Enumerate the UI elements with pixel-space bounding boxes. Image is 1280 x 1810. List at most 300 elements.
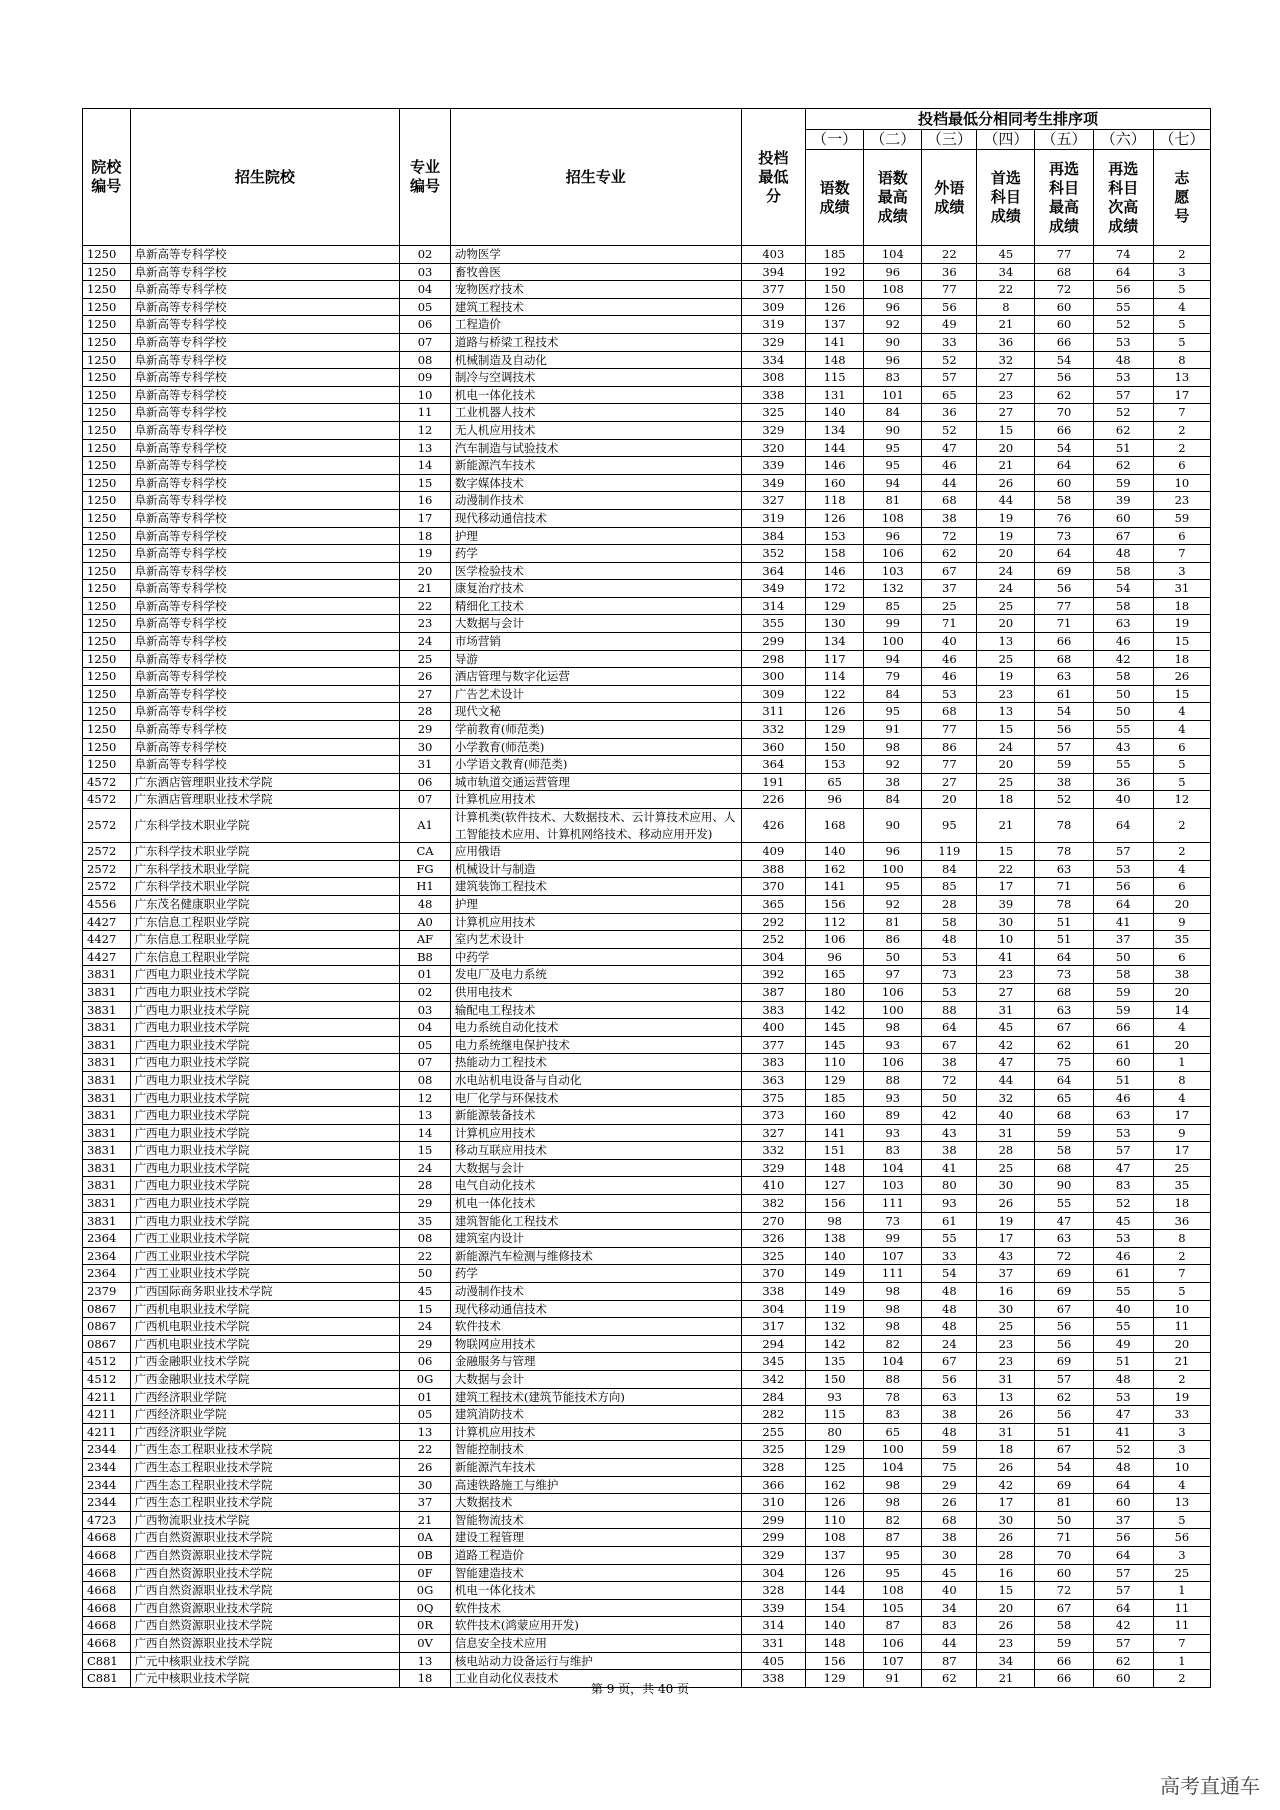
cell-foreign-lang: 67 (922, 562, 977, 580)
cell-school-code: 1250 (83, 580, 131, 598)
cell-major-name: 机电一体化技术 (450, 386, 741, 404)
cell-foreign-lang: 56 (922, 1371, 977, 1389)
cell-school-code: 1250 (83, 668, 131, 686)
cell-chinese-math-max: 103 (864, 562, 922, 580)
cell-second-subject-next: 58 (1093, 597, 1153, 615)
cell-min-score: 329 (741, 1159, 805, 1177)
cell-school-name: 阜新高等专科学校 (130, 351, 400, 369)
cell-first-subject: 13 (977, 703, 1035, 721)
cell-chinese-math: 112 (806, 913, 864, 931)
cell-chinese-math-max: 82 (864, 1335, 922, 1353)
cell-chinese-math-max: 111 (864, 1195, 922, 1213)
cell-foreign-lang: 48 (922, 1300, 977, 1318)
cell-min-score: 299 (741, 1529, 805, 1547)
table-row (83, 1353, 1211, 1371)
cell-second-subject-max: 63 (1035, 1001, 1093, 1019)
ordinal-2: （二） (864, 130, 922, 150)
cell-first-subject: 44 (977, 1071, 1035, 1089)
cell-major-code: 01 (400, 1388, 451, 1406)
cell-major-code: 26 (400, 668, 451, 686)
cell-major-name: 动漫制作技术 (450, 1283, 741, 1301)
cell-second-subject-max: 78 (1035, 809, 1093, 843)
cell-foreign-lang: 46 (922, 457, 977, 475)
cell-choice-number: 11 (1153, 1599, 1210, 1617)
cell-major-name: 电厂化学与环保技术 (450, 1089, 741, 1107)
cell-foreign-lang: 72 (922, 527, 977, 545)
cell-first-subject: 26 (977, 1406, 1035, 1424)
cell-chinese-math: 144 (806, 1582, 864, 1600)
cell-first-subject: 17 (977, 1230, 1035, 1248)
cell-major-code: 22 (400, 1247, 451, 1265)
cell-second-subject-next: 61 (1093, 1265, 1153, 1283)
cell-chinese-math: 168 (806, 809, 864, 843)
cell-second-subject-max: 70 (1035, 1546, 1093, 1564)
cell-second-subject-next: 53 (1093, 1388, 1153, 1406)
cell-school-name: 广西自然资源职业技术学院 (130, 1582, 400, 1600)
cell-second-subject-max: 78 (1035, 843, 1093, 861)
cell-second-subject-next: 55 (1093, 1283, 1153, 1301)
cell-choice-number: 4 (1153, 703, 1210, 721)
cell-second-subject-max: 69 (1035, 1476, 1093, 1494)
table-row (83, 843, 1211, 861)
cell-chinese-math-max: 95 (864, 1546, 922, 1564)
cell-major-code: 14 (400, 457, 451, 475)
cell-major-code: 24 (400, 633, 451, 651)
cell-chinese-math-max: 95 (864, 439, 922, 457)
cell-major-code: 31 (400, 756, 451, 774)
cell-major-code: 0R (400, 1617, 451, 1635)
cell-major-name: 输配电工程技术 (450, 1001, 741, 1019)
cell-chinese-math: 137 (806, 316, 864, 334)
cell-foreign-lang: 46 (922, 650, 977, 668)
cell-major-name: 机电一体化技术 (450, 1195, 741, 1213)
cell-min-score: 338 (741, 1670, 805, 1688)
sub-label-1: 语数 成绩 (806, 150, 864, 246)
cell-foreign-lang: 44 (922, 474, 977, 492)
cell-school-name: 广西经济职业学院 (130, 1423, 400, 1441)
cell-first-subject: 43 (977, 1247, 1035, 1265)
table-row (83, 1441, 1211, 1459)
cell-second-subject-next: 74 (1093, 246, 1153, 264)
cell-school-code: 4668 (83, 1582, 131, 1600)
cell-major-name: 护理 (450, 895, 741, 913)
cell-min-score: 329 (741, 333, 805, 351)
cell-foreign-lang: 33 (922, 333, 977, 351)
cell-major-name: 计算机应用技术 (450, 791, 741, 809)
cell-choice-number: 5 (1153, 773, 1210, 791)
cell-school-code: 2344 (83, 1494, 131, 1512)
table-row (83, 1107, 1211, 1125)
cell-chinese-math-max: 88 (864, 1371, 922, 1389)
cell-choice-number: 4 (1153, 860, 1210, 878)
cell-second-subject-next: 60 (1093, 1494, 1153, 1512)
cell-chinese-math-max: 38 (864, 773, 922, 791)
table-row (83, 1019, 1211, 1037)
cell-second-subject-max: 38 (1035, 773, 1093, 791)
cell-chinese-math: 96 (806, 948, 864, 966)
table-row (83, 1230, 1211, 1248)
cell-chinese-math: 185 (806, 246, 864, 264)
cell-chinese-math: 106 (806, 931, 864, 949)
cell-second-subject-next: 57 (1093, 386, 1153, 404)
cell-chinese-math: 126 (806, 509, 864, 527)
cell-choice-number: 38 (1153, 966, 1210, 984)
cell-major-code: 06 (400, 316, 451, 334)
cell-min-score: 331 (741, 1634, 805, 1652)
cell-second-subject-max: 68 (1035, 983, 1093, 1001)
cell-school-name: 阜新高等专科学校 (130, 509, 400, 527)
cell-chinese-math: 96 (806, 791, 864, 809)
cell-chinese-math: 110 (806, 1511, 864, 1529)
cell-major-code: 02 (400, 246, 451, 264)
cell-chinese-math-max: 108 (864, 509, 922, 527)
cell-chinese-math-max: 103 (864, 1177, 922, 1195)
table-row (83, 756, 1211, 774)
cell-second-subject-max: 71 (1035, 878, 1093, 896)
cell-major-code: 0Q (400, 1599, 451, 1617)
table-row (83, 1265, 1211, 1283)
cell-major-code: 0G (400, 1371, 451, 1389)
cell-foreign-lang: 77 (922, 281, 977, 299)
cell-min-score: 392 (741, 966, 805, 984)
cell-choice-number: 18 (1153, 597, 1210, 615)
cell-chinese-math-max: 106 (864, 1634, 922, 1652)
cell-chinese-math: 118 (806, 492, 864, 510)
cell-choice-number: 2 (1153, 439, 1210, 457)
cell-major-name: 新能源汽车技术 (450, 457, 741, 475)
col-school-name: 招生院校 (130, 109, 400, 246)
cell-second-subject-max: 67 (1035, 1599, 1093, 1617)
cell-choice-number: 14 (1153, 1001, 1210, 1019)
cell-min-score: 352 (741, 545, 805, 563)
cell-foreign-lang: 52 (922, 351, 977, 369)
cell-school-name: 广西工业职业技术学院 (130, 1265, 400, 1283)
table-row (83, 966, 1211, 984)
cell-foreign-lang: 43 (922, 1124, 977, 1142)
cell-second-subject-max: 56 (1035, 721, 1093, 739)
cell-choice-number: 1 (1153, 1652, 1210, 1670)
cell-major-code: A0 (400, 913, 451, 931)
cell-second-subject-max: 56 (1035, 369, 1093, 387)
cell-major-code: 48 (400, 895, 451, 913)
cell-major-code: 22 (400, 1441, 451, 1459)
cell-second-subject-max: 56 (1035, 1318, 1093, 1336)
cell-second-subject-max: 56 (1035, 1335, 1093, 1353)
cell-major-name: 核电站动力设备运行与维护 (450, 1652, 741, 1670)
cell-foreign-lang: 88 (922, 1001, 977, 1019)
cell-foreign-lang: 68 (922, 492, 977, 510)
cell-chinese-math: 148 (806, 351, 864, 369)
cell-chinese-math-max: 104 (864, 1353, 922, 1371)
cell-school-code: 1250 (83, 756, 131, 774)
cell-second-subject-max: 51 (1035, 1423, 1093, 1441)
cell-min-score: 329 (741, 1546, 805, 1564)
cell-min-score: 334 (741, 351, 805, 369)
cell-min-score: 314 (741, 597, 805, 615)
cell-major-name: 软件技术(鸿蒙应用开发) (450, 1617, 741, 1635)
cell-school-code: 1250 (83, 509, 131, 527)
cell-major-code: 13 (400, 1107, 451, 1125)
cell-school-code: 4512 (83, 1371, 131, 1389)
cell-min-score: 226 (741, 791, 805, 809)
cell-school-name: 阜新高等专科学校 (130, 545, 400, 563)
cell-second-subject-next: 40 (1093, 1300, 1153, 1318)
cell-second-subject-next: 46 (1093, 633, 1153, 651)
cell-min-score: 370 (741, 878, 805, 896)
table-row (83, 246, 1211, 264)
cell-min-score: 377 (741, 1036, 805, 1054)
table-row (83, 369, 1211, 387)
cell-min-score: 400 (741, 1019, 805, 1037)
table-row (83, 1599, 1211, 1617)
cell-foreign-lang: 67 (922, 1353, 977, 1371)
cell-min-score: 339 (741, 1599, 805, 1617)
cell-choice-number: 10 (1153, 1458, 1210, 1476)
cell-school-name: 广西生态工程职业技术学院 (130, 1458, 400, 1476)
cell-chinese-math: 160 (806, 1107, 864, 1125)
table-row (83, 1283, 1211, 1301)
cell-min-score: 403 (741, 246, 805, 264)
cell-major-code: FG (400, 860, 451, 878)
cell-school-code: 1250 (83, 597, 131, 615)
cell-second-subject-max: 90 (1035, 1177, 1093, 1195)
cell-min-score: 319 (741, 509, 805, 527)
cell-second-subject-next: 36 (1093, 773, 1153, 791)
cell-school-name: 广西电力职业技术学院 (130, 1107, 400, 1125)
cell-major-code: 11 (400, 404, 451, 422)
cell-major-code: 15 (400, 1300, 451, 1318)
cell-school-name: 广西工业职业技术学院 (130, 1247, 400, 1265)
cell-second-subject-next: 60 (1093, 509, 1153, 527)
cell-school-code: 1250 (83, 281, 131, 299)
cell-min-score: 364 (741, 562, 805, 580)
cell-school-name: 广东信息工程职业学院 (130, 948, 400, 966)
cell-school-name: 广西自然资源职业技术学院 (130, 1599, 400, 1617)
cell-min-score: 317 (741, 1318, 805, 1336)
table-row (83, 1335, 1211, 1353)
cell-chinese-math: 137 (806, 1546, 864, 1564)
cell-choice-number: 25 (1153, 1159, 1210, 1177)
cell-chinese-math: 141 (806, 878, 864, 896)
cell-foreign-lang: 52 (922, 421, 977, 439)
cell-school-name: 广西自然资源职业技术学院 (130, 1529, 400, 1547)
cell-school-code: 1250 (83, 492, 131, 510)
cell-choice-number: 3 (1153, 263, 1210, 281)
cell-chinese-math-max: 107 (864, 1652, 922, 1670)
cell-school-code: 3831 (83, 966, 131, 984)
cell-second-subject-max: 51 (1035, 931, 1093, 949)
cell-major-name: 软件技术 (450, 1318, 741, 1336)
cell-chinese-math-max: 96 (864, 843, 922, 861)
cell-major-name: 供用电技术 (450, 983, 741, 1001)
cell-major-name: 导游 (450, 650, 741, 668)
cell-school-name: 广西机电职业技术学院 (130, 1300, 400, 1318)
cell-min-score: 328 (741, 1582, 805, 1600)
cell-school-code: 0867 (83, 1335, 131, 1353)
cell-school-name: 广西经济职业学院 (130, 1388, 400, 1406)
cell-second-subject-max: 67 (1035, 1300, 1093, 1318)
cell-first-subject: 42 (977, 1476, 1035, 1494)
cell-first-subject: 26 (977, 474, 1035, 492)
cell-school-code: 1250 (83, 615, 131, 633)
cell-chinese-math: 134 (806, 421, 864, 439)
cell-major-code: 02 (400, 983, 451, 1001)
cell-major-code: 12 (400, 421, 451, 439)
cell-major-code: 03 (400, 1001, 451, 1019)
cell-chinese-math-max: 111 (864, 1265, 922, 1283)
cell-choice-number: 7 (1153, 1265, 1210, 1283)
cell-major-name: 学前教育(师范类) (450, 721, 741, 739)
cell-chinese-math-max: 87 (864, 1617, 922, 1635)
cell-foreign-lang: 48 (922, 1283, 977, 1301)
cell-school-code: 1250 (83, 703, 131, 721)
table-row (83, 773, 1211, 791)
cell-school-name: 广东信息工程职业学院 (130, 931, 400, 949)
cell-school-code: 1250 (83, 685, 131, 703)
cell-chinese-math-max: 85 (864, 597, 922, 615)
cell-school-code: 2344 (83, 1476, 131, 1494)
cell-second-subject-max: 62 (1035, 1388, 1093, 1406)
cell-first-subject: 20 (977, 545, 1035, 563)
cell-chinese-math-max: 84 (864, 685, 922, 703)
col-school-code: 院校 编号 (83, 109, 131, 246)
cell-second-subject-max: 54 (1035, 439, 1093, 457)
cell-chinese-math-max: 98 (864, 1019, 922, 1037)
cell-choice-number: 7 (1153, 1634, 1210, 1652)
cell-second-subject-max: 63 (1035, 1230, 1093, 1248)
table-row (83, 1634, 1211, 1652)
cell-first-subject: 15 (977, 843, 1035, 861)
cell-min-score: 299 (741, 1511, 805, 1529)
cell-school-code: 1250 (83, 545, 131, 563)
cell-school-code: 4427 (83, 931, 131, 949)
cell-second-subject-max: 56 (1035, 580, 1093, 598)
cell-school-name: 阜新高等专科学校 (130, 369, 400, 387)
cell-school-code: 4668 (83, 1564, 131, 1582)
cell-second-subject-next: 61 (1093, 1036, 1153, 1054)
cell-school-code: 1250 (83, 457, 131, 475)
cell-first-subject: 17 (977, 1494, 1035, 1512)
cell-chinese-math-max: 100 (864, 860, 922, 878)
table-row (83, 1001, 1211, 1019)
cell-major-code: 18 (400, 527, 451, 545)
cell-min-score: 327 (741, 492, 805, 510)
table-row (83, 457, 1211, 475)
cell-chinese-math-max: 93 (864, 1124, 922, 1142)
cell-first-subject: 22 (977, 860, 1035, 878)
cell-school-name: 广西自然资源职业技术学院 (130, 1546, 400, 1564)
cell-foreign-lang: 67 (922, 1036, 977, 1054)
cell-second-subject-next: 55 (1093, 298, 1153, 316)
cell-second-subject-max: 50 (1035, 1511, 1093, 1529)
cell-chinese-math: 153 (806, 756, 864, 774)
cell-choice-number: 4 (1153, 1019, 1210, 1037)
cell-choice-number: 20 (1153, 1335, 1210, 1353)
cell-chinese-math-max: 79 (864, 668, 922, 686)
cell-major-name: 护理 (450, 527, 741, 545)
cell-second-subject-next: 64 (1093, 1546, 1153, 1564)
cell-major-code: A1 (400, 809, 451, 843)
cell-major-code: 13 (400, 1423, 451, 1441)
cell-major-name: 电气自动化技术 (450, 1177, 741, 1195)
table-row (83, 1300, 1211, 1318)
cell-second-subject-max: 71 (1035, 1529, 1093, 1547)
cell-foreign-lang: 84 (922, 860, 977, 878)
cell-second-subject-next: 53 (1093, 1230, 1153, 1248)
cell-choice-number: 3 (1153, 562, 1210, 580)
cell-second-subject-next: 66 (1093, 1019, 1153, 1037)
cell-major-code: 08 (400, 351, 451, 369)
cell-foreign-lang: 40 (922, 633, 977, 651)
cell-second-subject-max: 60 (1035, 1564, 1093, 1582)
table-row (83, 1071, 1211, 1089)
cell-major-code: 07 (400, 791, 451, 809)
cell-chinese-math: 131 (806, 386, 864, 404)
cell-major-name: 康复治疗技术 (450, 580, 741, 598)
cell-first-subject: 41 (977, 948, 1035, 966)
cell-chinese-math: 134 (806, 633, 864, 651)
cell-first-subject: 18 (977, 791, 1035, 809)
cell-chinese-math: 156 (806, 1195, 864, 1213)
cell-second-subject-max: 66 (1035, 421, 1093, 439)
cell-major-name: 小学语文教育(师范类) (450, 756, 741, 774)
cell-foreign-lang: 93 (922, 1195, 977, 1213)
cell-chinese-math: 148 (806, 1634, 864, 1652)
cell-second-subject-next: 52 (1093, 404, 1153, 422)
cell-school-code: 2572 (83, 843, 131, 861)
cell-school-code: 3831 (83, 1195, 131, 1213)
cell-first-subject: 25 (977, 650, 1035, 668)
cell-second-subject-next: 57 (1093, 1634, 1153, 1652)
cell-second-subject-max: 76 (1035, 509, 1093, 527)
cell-school-name: 阜新高等专科学校 (130, 668, 400, 686)
cell-choice-number: 8 (1153, 1071, 1210, 1089)
cell-chinese-math-max: 100 (864, 1441, 922, 1459)
cell-school-code: 4723 (83, 1511, 131, 1529)
cell-major-code: 18 (400, 1670, 451, 1688)
cell-major-name: 电力系统自动化技术 (450, 1019, 741, 1037)
cell-min-score: 364 (741, 756, 805, 774)
cell-second-subject-max: 64 (1035, 948, 1093, 966)
cell-school-code: 3831 (83, 1071, 131, 1089)
cell-foreign-lang: 85 (922, 878, 977, 896)
cell-min-score: 282 (741, 1406, 805, 1424)
cell-second-subject-next: 59 (1093, 474, 1153, 492)
cell-school-code: 2364 (83, 1247, 131, 1265)
cell-foreign-lang: 24 (922, 1335, 977, 1353)
cell-foreign-lang: 56 (922, 298, 977, 316)
cell-choice-number: 19 (1153, 1388, 1210, 1406)
cell-second-subject-max: 72 (1035, 1582, 1093, 1600)
cell-chinese-math-max: 107 (864, 1247, 922, 1265)
cell-choice-number: 5 (1153, 756, 1210, 774)
col-group-title: 投档最低分相同考生排序项 (806, 109, 1211, 130)
cell-school-name: 阜新高等专科学校 (130, 333, 400, 351)
cell-chinese-math-max: 104 (864, 1458, 922, 1476)
cell-choice-number: 3 (1153, 1546, 1210, 1564)
cell-foreign-lang: 80 (922, 1177, 977, 1195)
table-row (83, 860, 1211, 878)
cell-second-subject-max: 59 (1035, 1124, 1093, 1142)
table-row (83, 1529, 1211, 1547)
cell-choice-number: 15 (1153, 685, 1210, 703)
cell-school-name: 阜新高等专科学校 (130, 421, 400, 439)
cell-school-code: 1250 (83, 404, 131, 422)
cell-chinese-math: 150 (806, 1371, 864, 1389)
cell-major-code: 30 (400, 738, 451, 756)
cell-first-subject: 34 (977, 1652, 1035, 1670)
cell-first-subject: 23 (977, 966, 1035, 984)
